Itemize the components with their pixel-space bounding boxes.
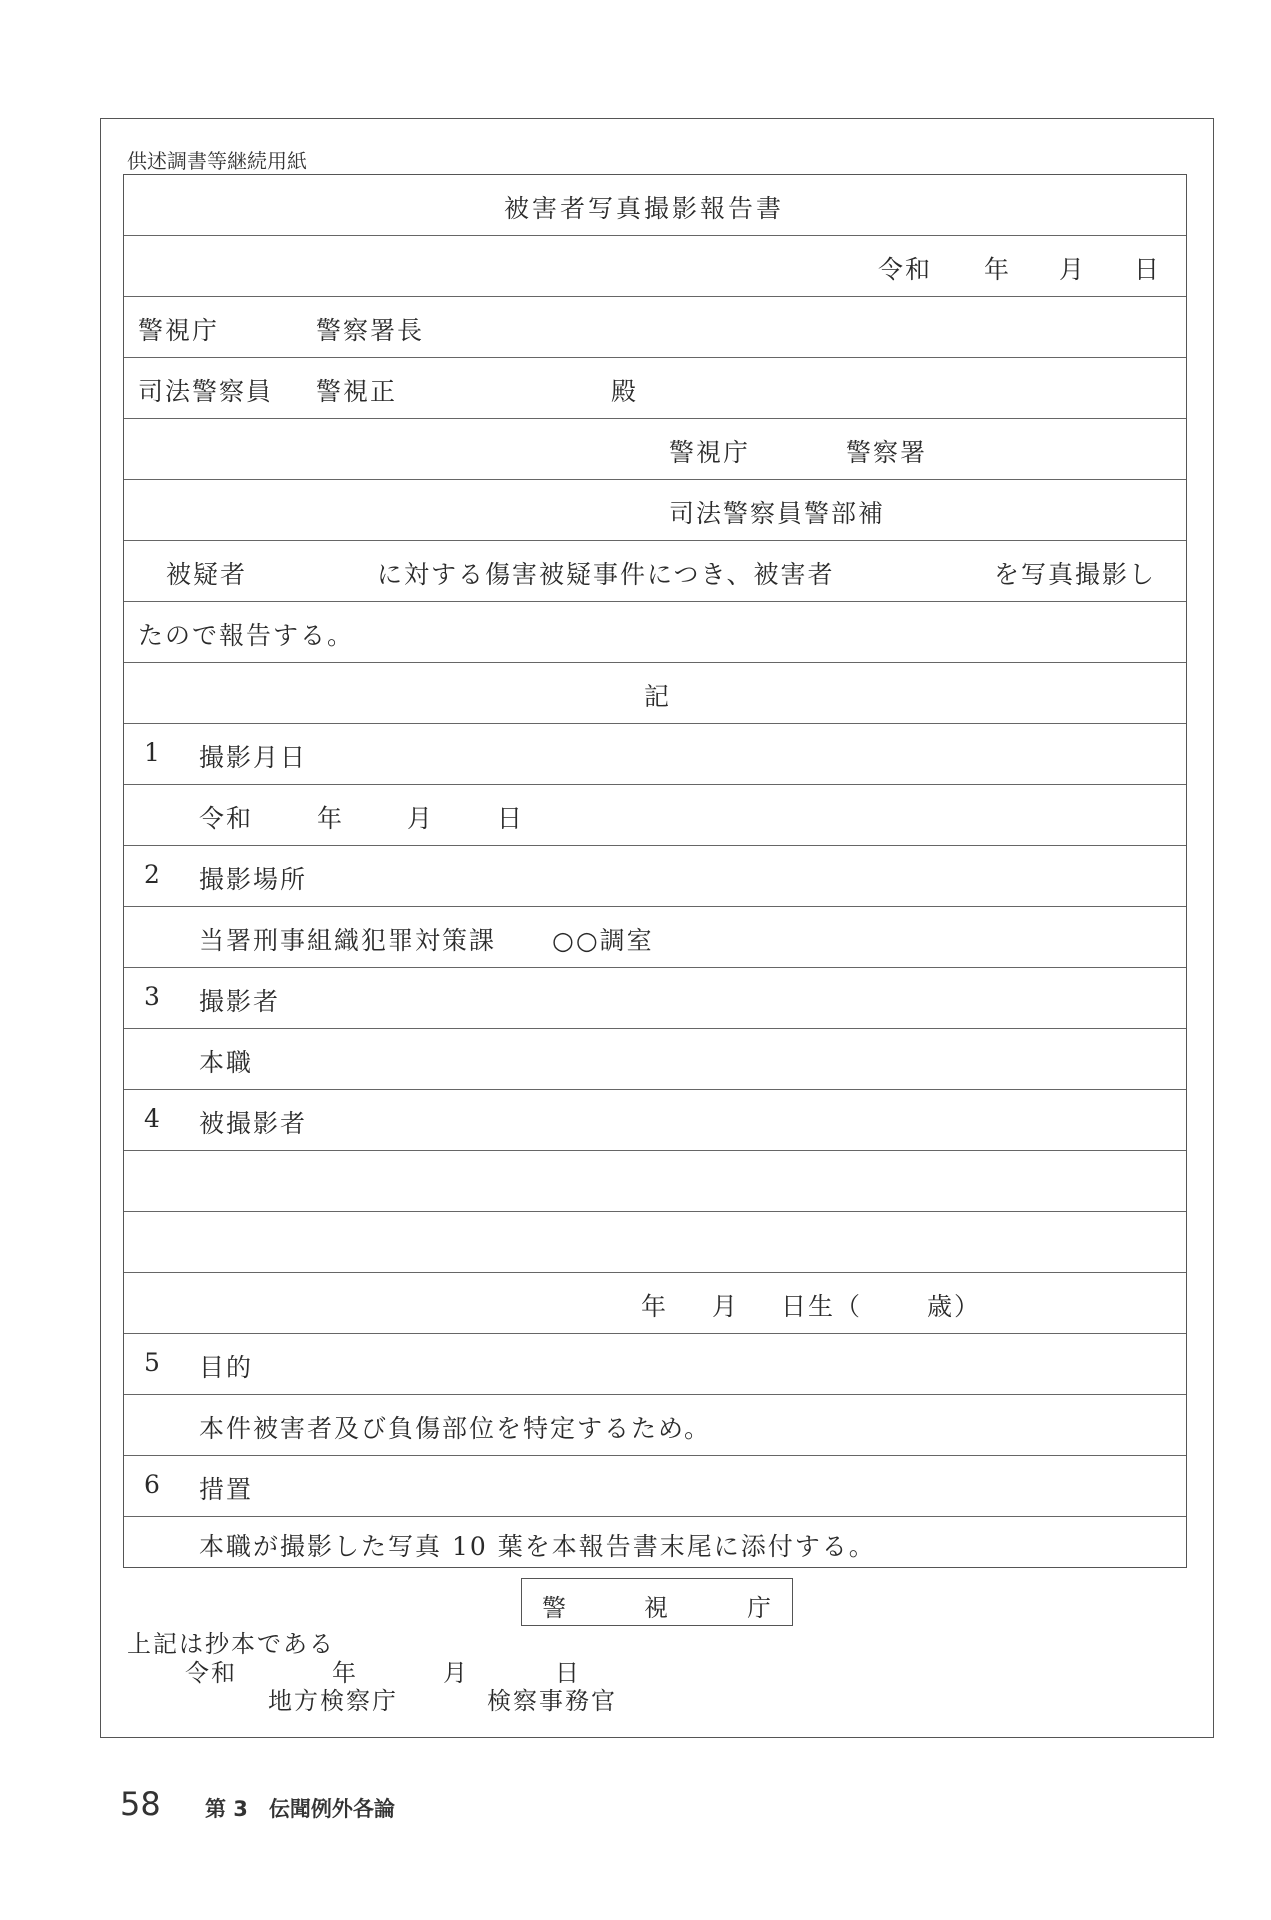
copy-date-month: 月 (443, 1659, 469, 1687)
photo-place-room: 当署刑事組織犯罪対策課 (199, 926, 497, 955)
item-2-row (124, 846, 1186, 907)
suspect-label: 被疑者 (166, 560, 248, 589)
form-label: 供述調書等継続用紙 (127, 149, 307, 173)
photo-date-year: 年 (317, 804, 345, 833)
copy-date-era: 令和 (185, 1659, 237, 1687)
photo-place-row (124, 907, 1186, 968)
item-3-label: 撮影者 (199, 987, 281, 1016)
photographer: 本職 (199, 1048, 254, 1077)
chapter-title: 第 3 伝聞例外各論 (205, 1797, 395, 1821)
addressee-row-2 (124, 358, 1186, 419)
copy-date-year: 年 (332, 1659, 358, 1687)
birth-month: 月 (712, 1292, 740, 1321)
copy-date-day: 日 (555, 1659, 581, 1687)
addressee-role: 司法警察員 (138, 377, 274, 406)
measure-text: 本職が撮影した写真 10 葉を本報告書末尾に添付する。 (199, 1532, 876, 1561)
item-6-label: 措置 (199, 1475, 254, 1504)
intro-continuation: たので報告する。 (138, 621, 355, 650)
intro-row-1 (124, 541, 1186, 602)
item-5-label: 目的 (199, 1353, 254, 1382)
purpose-row (124, 1395, 1186, 1456)
item-4-number: 4 (144, 1104, 162, 1133)
blank-row-2 (124, 1212, 1186, 1273)
item-1-row (124, 724, 1186, 785)
measure-row (124, 1517, 1186, 1569)
sender-row-1 (124, 419, 1186, 480)
date-day: 日 (1134, 255, 1162, 284)
item-3-row (124, 968, 1186, 1029)
sender-station: 警察署 (846, 438, 928, 467)
subject-birth-row (124, 1273, 1186, 1334)
item-5-row (124, 1334, 1186, 1395)
date-era: 令和 (878, 255, 933, 284)
police-stamp-box (521, 1578, 793, 1626)
item-4-label: 被撮影者 (199, 1109, 308, 1138)
addressee-honorific: 殿 (611, 377, 639, 406)
title-row (124, 175, 1186, 236)
photo-date-day: 日 (497, 804, 525, 833)
report-table (123, 174, 1187, 1568)
birth-age: 歳） (927, 1292, 982, 1321)
item-3-number: 3 (144, 982, 162, 1011)
item-2-label: 撮影場所 (199, 865, 308, 894)
addressee-position: 警察署長 (316, 316, 425, 345)
photo-date-row (124, 785, 1186, 846)
item-1-label: 撮影月日 (199, 743, 308, 772)
birth-day: 日生（ (781, 1292, 863, 1321)
stamp-char-3: 庁 (747, 1594, 773, 1622)
intro-row-2 (124, 602, 1186, 663)
date-month: 月 (1059, 255, 1087, 284)
page-number: 58 (120, 1785, 161, 1823)
item-4-row (124, 1090, 1186, 1151)
report-title: 被害者写真撮影報告書 (504, 194, 785, 223)
date-row (124, 236, 1186, 297)
addressee-row-1 (124, 297, 1186, 358)
item-6-number: 6 (144, 1470, 162, 1499)
item-5-number: 5 (144, 1348, 162, 1377)
sender-role-rank: 司法警察員警部補 (669, 499, 886, 528)
photographer-row (124, 1029, 1186, 1090)
photo-place-room-no: ○○調室 (552, 926, 654, 955)
addressee-org: 警視庁 (138, 316, 220, 345)
ki-row (124, 663, 1186, 724)
item-2-number: 2 (144, 860, 162, 889)
ki-heading: 記 (644, 682, 672, 711)
birth-year: 年 (641, 1292, 669, 1321)
item-6-row (124, 1456, 1186, 1517)
date-year: 年 (984, 255, 1012, 284)
sender-org: 警視庁 (669, 438, 751, 467)
sender-row-2 (124, 480, 1186, 541)
photo-text: を写真撮影し (994, 560, 1157, 589)
stamp-char-2: 視 (644, 1594, 670, 1622)
copy-note: 上記は抄本である (127, 1630, 335, 1658)
copy-officer: 検察事務官 (487, 1687, 617, 1715)
addressee-rank: 警視正 (316, 377, 398, 406)
item-1-number: 1 (144, 738, 162, 767)
case-text: に対する傷害被疑事件につき、被害者 (377, 560, 835, 589)
stamp-char-1: 警 (542, 1594, 568, 1622)
copy-office: 地方検察庁 (268, 1687, 398, 1715)
photo-date-month: 月 (407, 804, 435, 833)
purpose-text: 本件被害者及び負傷部位を特定するため。 (199, 1414, 712, 1443)
photo-date-era: 令和 (199, 804, 254, 833)
blank-row-1 (124, 1151, 1186, 1212)
